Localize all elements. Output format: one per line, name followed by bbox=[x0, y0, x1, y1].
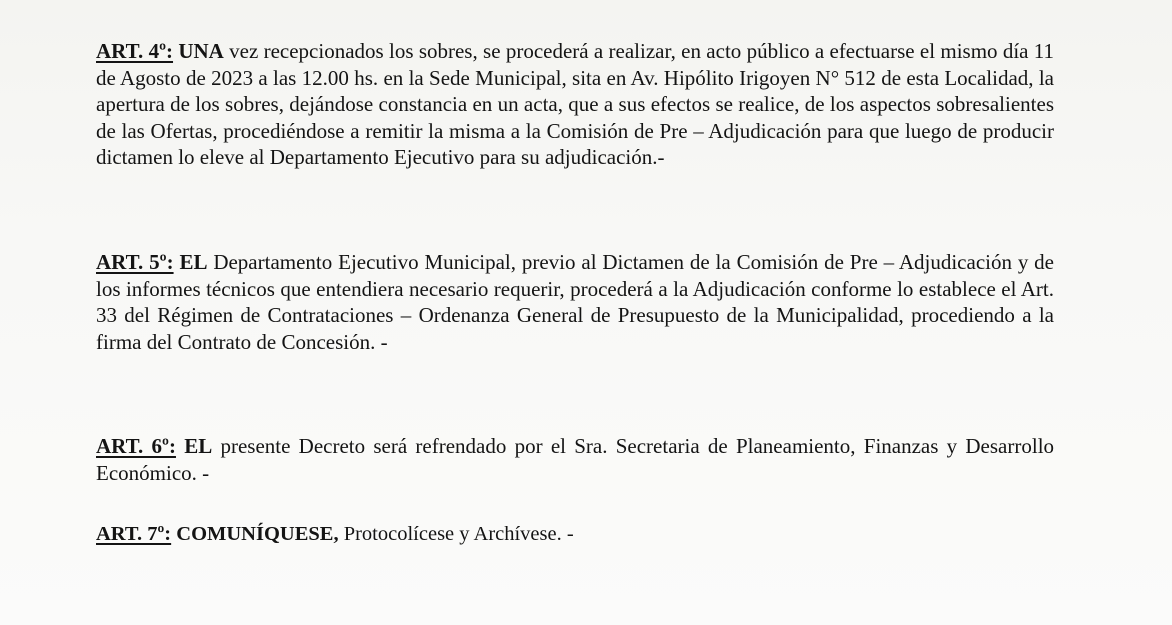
article-5-heading: ART. 5º: bbox=[96, 250, 174, 274]
article-6 bbox=[96, 433, 1054, 486]
article-6-heading: ART. 6º: bbox=[96, 434, 176, 458]
article-5 bbox=[96, 249, 1054, 355]
article-6-lead: EL bbox=[184, 434, 213, 458]
article-7-heading: ART. 7º: bbox=[96, 523, 172, 545]
article-5-body: Departamento Ejecutivo Municipal, previo al Dictamen de la Comisión de Pre – Adjudicación y de los informes técnicos que entendiera necesario requerir, procederá a la Adjudicación conforme lo establece el Art. 33 del Régimen de Contrataciones – Ordenanza General de Presupuesto de la Municipalidad, procediendo a la firma del Contrato de Concesión. - bbox=[96, 250, 1055, 354]
article-7-body: Protocolícese y Archívese. - bbox=[343, 523, 574, 545]
article-7 bbox=[96, 521, 1054, 548]
article-5-lead: EL bbox=[179, 250, 208, 274]
article-6-body: presente Decreto será refrendado por el Sra. Secretaria de Planeamiento, Finanzas y Desarrollo Económico. - bbox=[96, 434, 1055, 485]
article-7-lead: COMUNÍQUESE, bbox=[176, 523, 339, 545]
article-4 bbox=[96, 38, 1054, 171]
article-4-lead: UNA bbox=[178, 39, 224, 63]
article-4-heading: ART. 4º: bbox=[96, 39, 174, 63]
article-4-body: vez recepcionados los sobres, se procederá a realizar, en acto público a efectuarse el mismo día 11 de Agosto de 2023 a las 12.00 hs. en la Sede Municipal, sita en Av. Hipólito Irigoyen N° 512 de esta Localidad, la apertura de los sobres, dejándose constancia en un acta, que a sus efectos se realice, de los aspectos sobresalientes de las Ofertas, procediéndose a remitir la misma a la Comisión de Pre – Adjudicación para que luego de producir dictamen lo eleve al Departamento Ejecutivo para su adjudicación.- bbox=[96, 39, 1055, 169]
